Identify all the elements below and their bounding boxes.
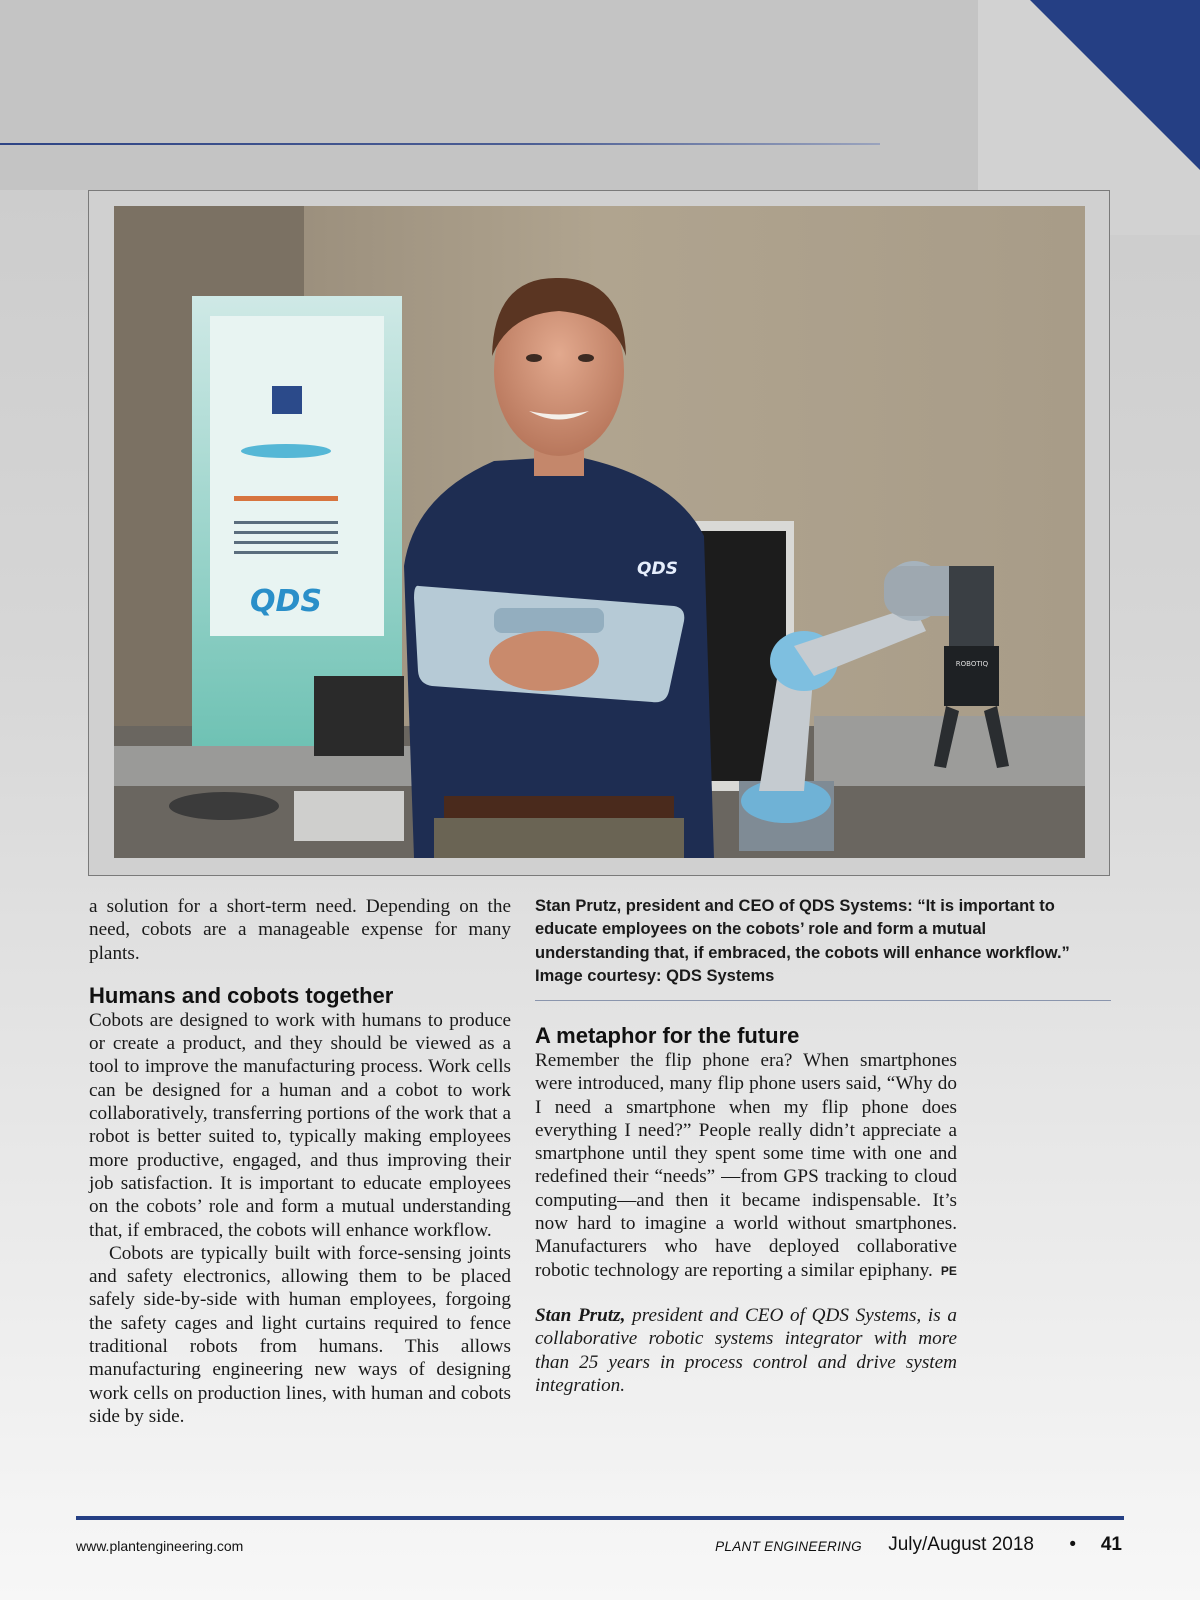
photo-caption: Stan Prutz, president and CEO of QDS Systems: “It is important to educate employees on the cobots’ role and form a mutual understanding that, if embraced, the cobots will enhance workflow.” Image courtesy: QDS Systems (535, 897, 1070, 986)
page-footer (76, 1534, 1124, 1558)
footer-url-link[interactable]: www.plantengineering.com (76, 1538, 244, 1554)
gripper-label: ROBOTIQ (955, 660, 989, 668)
photo-illustration (114, 206, 1085, 858)
header-rule (0, 143, 880, 145)
section-heading-metaphor: A metaphor for the future (535, 1023, 800, 1048)
footer-publication: PLANT ENGINEERING (715, 1539, 862, 1554)
author-bio (535, 1304, 957, 1397)
right-paragraph-1 (535, 1049, 957, 1282)
footer-date: July/August 2018 (888, 1534, 1034, 1555)
right-paragraph-1-text: Remember the flip phone era? When smartphones were introduced, many flip phone users said, “Why do I need a smartphone when my flip phone does everything I need?” People really didn’t appreciate a smartphone until they spent some time with one and redefined their “needs” —from GPS tracking to cloud computing—and then it became indispensable. It’s now hard to imagine a world without smartphones. Manufacturers who have deployed collaborative robotic technology are reporting a similar epiphany. (535, 1050, 957, 1281)
end-mark-logo: PE (940, 1264, 957, 1279)
footer-rule (76, 1516, 1124, 1520)
author-bio-text: president and CEO of QDS Systems, is a collaborative robotic systems integrator with more than 25 years in process control and drive system integration. (535, 1304, 957, 1396)
left-paragraph-2: Cobots are typically built with force-sensing joints and safety electronics, allowing them to be placed safely side-by-side with human employees, forgoing the safety cages and light curtains required to fence traditional robots from humans. This allows manufacturing engineering new ways of designing work cells on production lines, with human and cobots side by side. (89, 1242, 511, 1427)
corner-accent-triangle (1030, 0, 1200, 170)
shirt-logo-text: QDS (637, 559, 678, 579)
caption-divider (535, 1000, 1111, 1001)
banner-logo-text: QDS (249, 584, 323, 619)
page-number: 41 (1100, 1534, 1122, 1555)
left-intro-paragraph: a solution for a short-term need. Depending on the need, cobots are a manageable expense for many plants. (89, 896, 511, 964)
section-heading-humans-cobots: Humans and cobots together (89, 982, 394, 1008)
header-band (0, 0, 978, 190)
right-column (535, 1000, 957, 1397)
left-column (89, 895, 511, 1428)
feature-photo (114, 206, 1085, 858)
footer-bullet-separator: • (1069, 1534, 1076, 1555)
left-paragraph-1: Cobots are designed to work with humans to produce or create a product, and they should be viewed as a tool to improve the manufacturing process. Work cells can be designed for a human and a cobot to work collaboratively, transferring portions of the work that a robot is better suited to, typically making employees more productive, engaged, and thus improving their job satisfaction. It is important to educate employees on the cobots’ role and form a mutual understanding that, if embraced, the cobots will enhance workflow. (89, 1009, 511, 1241)
author-name: Stan Prutz, (535, 1304, 626, 1326)
